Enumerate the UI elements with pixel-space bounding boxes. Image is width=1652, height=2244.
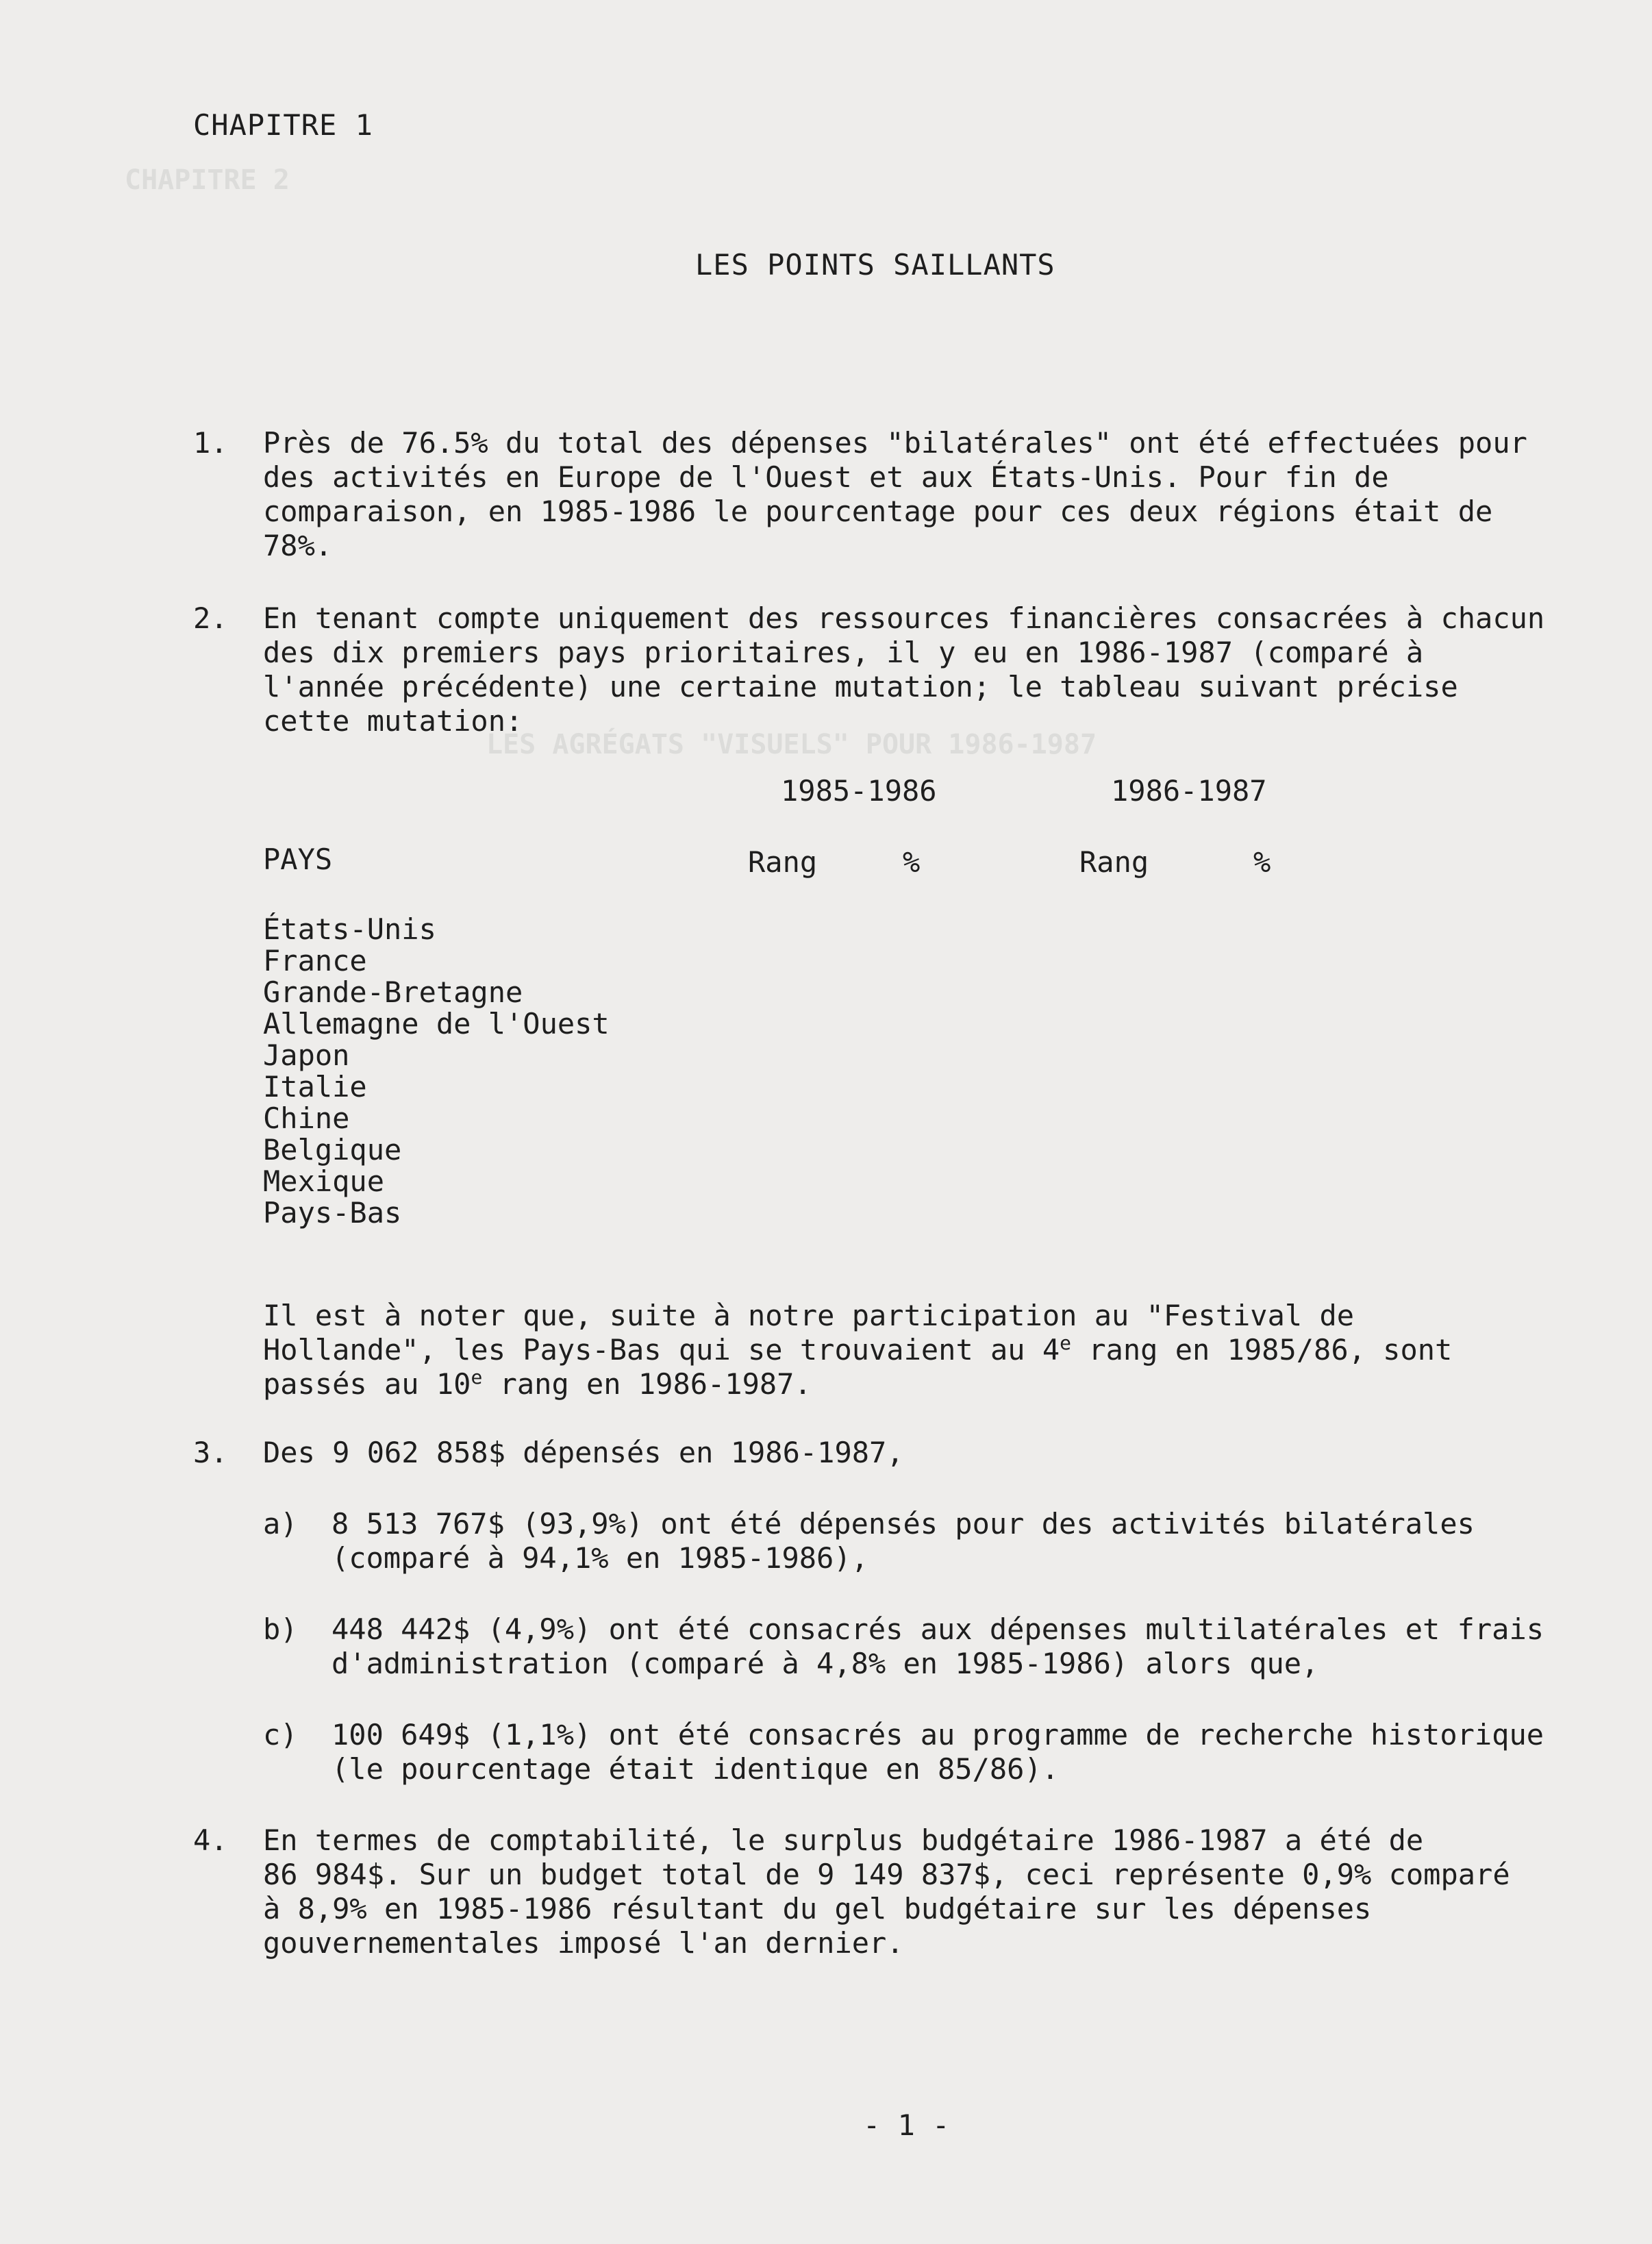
cell-country: Grande-Bretagne (263, 975, 523, 1009)
paragraph-line: Près de 76.5% du total des dépenses "bilatérales" ont été effectuées pour (263, 426, 1527, 460)
cell-country: Japon (263, 1038, 350, 1072)
paragraph-line: comparaison, en 1985-1986 le pourcentage pour ces deux régions était de (263, 495, 1493, 528)
page-title: LES POINTS SAILLANTS (695, 248, 1055, 282)
paragraph-line: 100 649$ (1,1%) ont été consacrés au programme de recherche historique (331, 1718, 1544, 1751)
paragraph-line: gouvernementales imposé l'an dernier. (263, 1926, 904, 1960)
cell-country: Pays-Bas (263, 1196, 402, 1230)
column-header-rank: Rang (1079, 845, 1149, 879)
cell-country: Mexique (263, 1164, 385, 1198)
paragraph-line: cette mutation: (263, 704, 523, 738)
sub-item-label: a) (263, 1507, 298, 1541)
item-number: 3. (193, 1436, 228, 1469)
cell-country: Chine (263, 1101, 350, 1135)
cell-country: France (263, 944, 367, 977)
item-number: 1. (193, 426, 228, 460)
show-through-text: LES AGRÉGATS "VISUELS" POUR 1986-1987 (486, 729, 1097, 760)
sub-item-label: c) (263, 1718, 298, 1751)
column-header-percent: % (1253, 845, 1271, 879)
paragraph-line: à 8,9% en 1985-1986 résultant du gel budgétaire sur les dépenses (263, 1892, 1372, 1925)
page-number: - 1 - (863, 2108, 950, 2142)
paragraph-line (263, 1333, 1555, 1367)
show-through-text: CHAPITRE 2 (125, 164, 290, 196)
paragraph-line: Il est à noter que, suite à notre participation au "Festival de (263, 1299, 1355, 1332)
year-header-1986: 1986-1987 (1111, 774, 1267, 808)
paragraph-line: Des 9 062 858$ dépensés en 1986-1987, (263, 1436, 904, 1469)
text-segment: rang en 1986-1987. (482, 1367, 812, 1401)
year-header-1985: 1985-1986 (781, 774, 937, 808)
column-header-rank: Rang (748, 845, 818, 879)
cell-country: Belgique (263, 1133, 402, 1167)
item-number: 4. (193, 1823, 228, 1857)
paragraph-line: En tenant compte uniquement des ressources financières consacrées à chacun (263, 601, 1545, 635)
paragraph-line: d'administration (comparé à 4,8% en 1985-1986) alors que, (331, 1647, 1319, 1680)
superscript: e (1060, 1332, 1072, 1354)
superscript: e (471, 1366, 483, 1388)
paragraph-line: (le pourcentage était identique en 85/86). (331, 1752, 1060, 1786)
paragraph-line: l'année précédente) une certaine mutation; le tableau suivant précise (263, 670, 1458, 703)
paragraph-line: (comparé à 94,1% en 1985-1986), (331, 1541, 868, 1575)
paragraph-line: 448 442$ (4,9%) ont été consacrés aux dépenses multilatérales et frais (331, 1612, 1544, 1646)
cell-country: Italie (263, 1070, 367, 1104)
paragraph-line: des dix premiers pays prioritaires, il y eu en 1986-1987 (comparé à (263, 636, 1424, 669)
paragraph-line (263, 1367, 1555, 1401)
paragraph-line: 78%. (263, 529, 333, 562)
sub-item-label: b) (263, 1612, 298, 1646)
paragraph-line: 8 513 767$ (93,9%) ont été dépensés pour des activités bilatérales (331, 1507, 1475, 1541)
cell-country: États-Unis (263, 912, 436, 946)
paragraph-line: 86 984$. Sur un budget total de 9 149 837$, ceci représente 0,9% comparé (263, 1858, 1510, 1891)
text-segment: passés au 10 (263, 1367, 471, 1401)
cell-country: Allemagne de l'Ouest (263, 1007, 610, 1040)
item-number: 2. (193, 601, 228, 635)
text-segment: Hollande", les Pays-Bas qui se trouvaient au 4 (263, 1333, 1060, 1367)
column-header-country: PAYS (263, 843, 333, 876)
text-segment: rang en 1985/86, sont (1071, 1333, 1453, 1367)
paragraph-line: En termes de comptabilité, le surplus budgétaire 1986-1987 a été de (263, 1823, 1424, 1857)
paragraph-line: des activités en Europe de l'Ouest et aux États-Unis. Pour fin de (263, 460, 1389, 494)
chapter-heading: CHAPITRE 1 (193, 108, 373, 142)
column-header-percent: % (903, 845, 921, 879)
